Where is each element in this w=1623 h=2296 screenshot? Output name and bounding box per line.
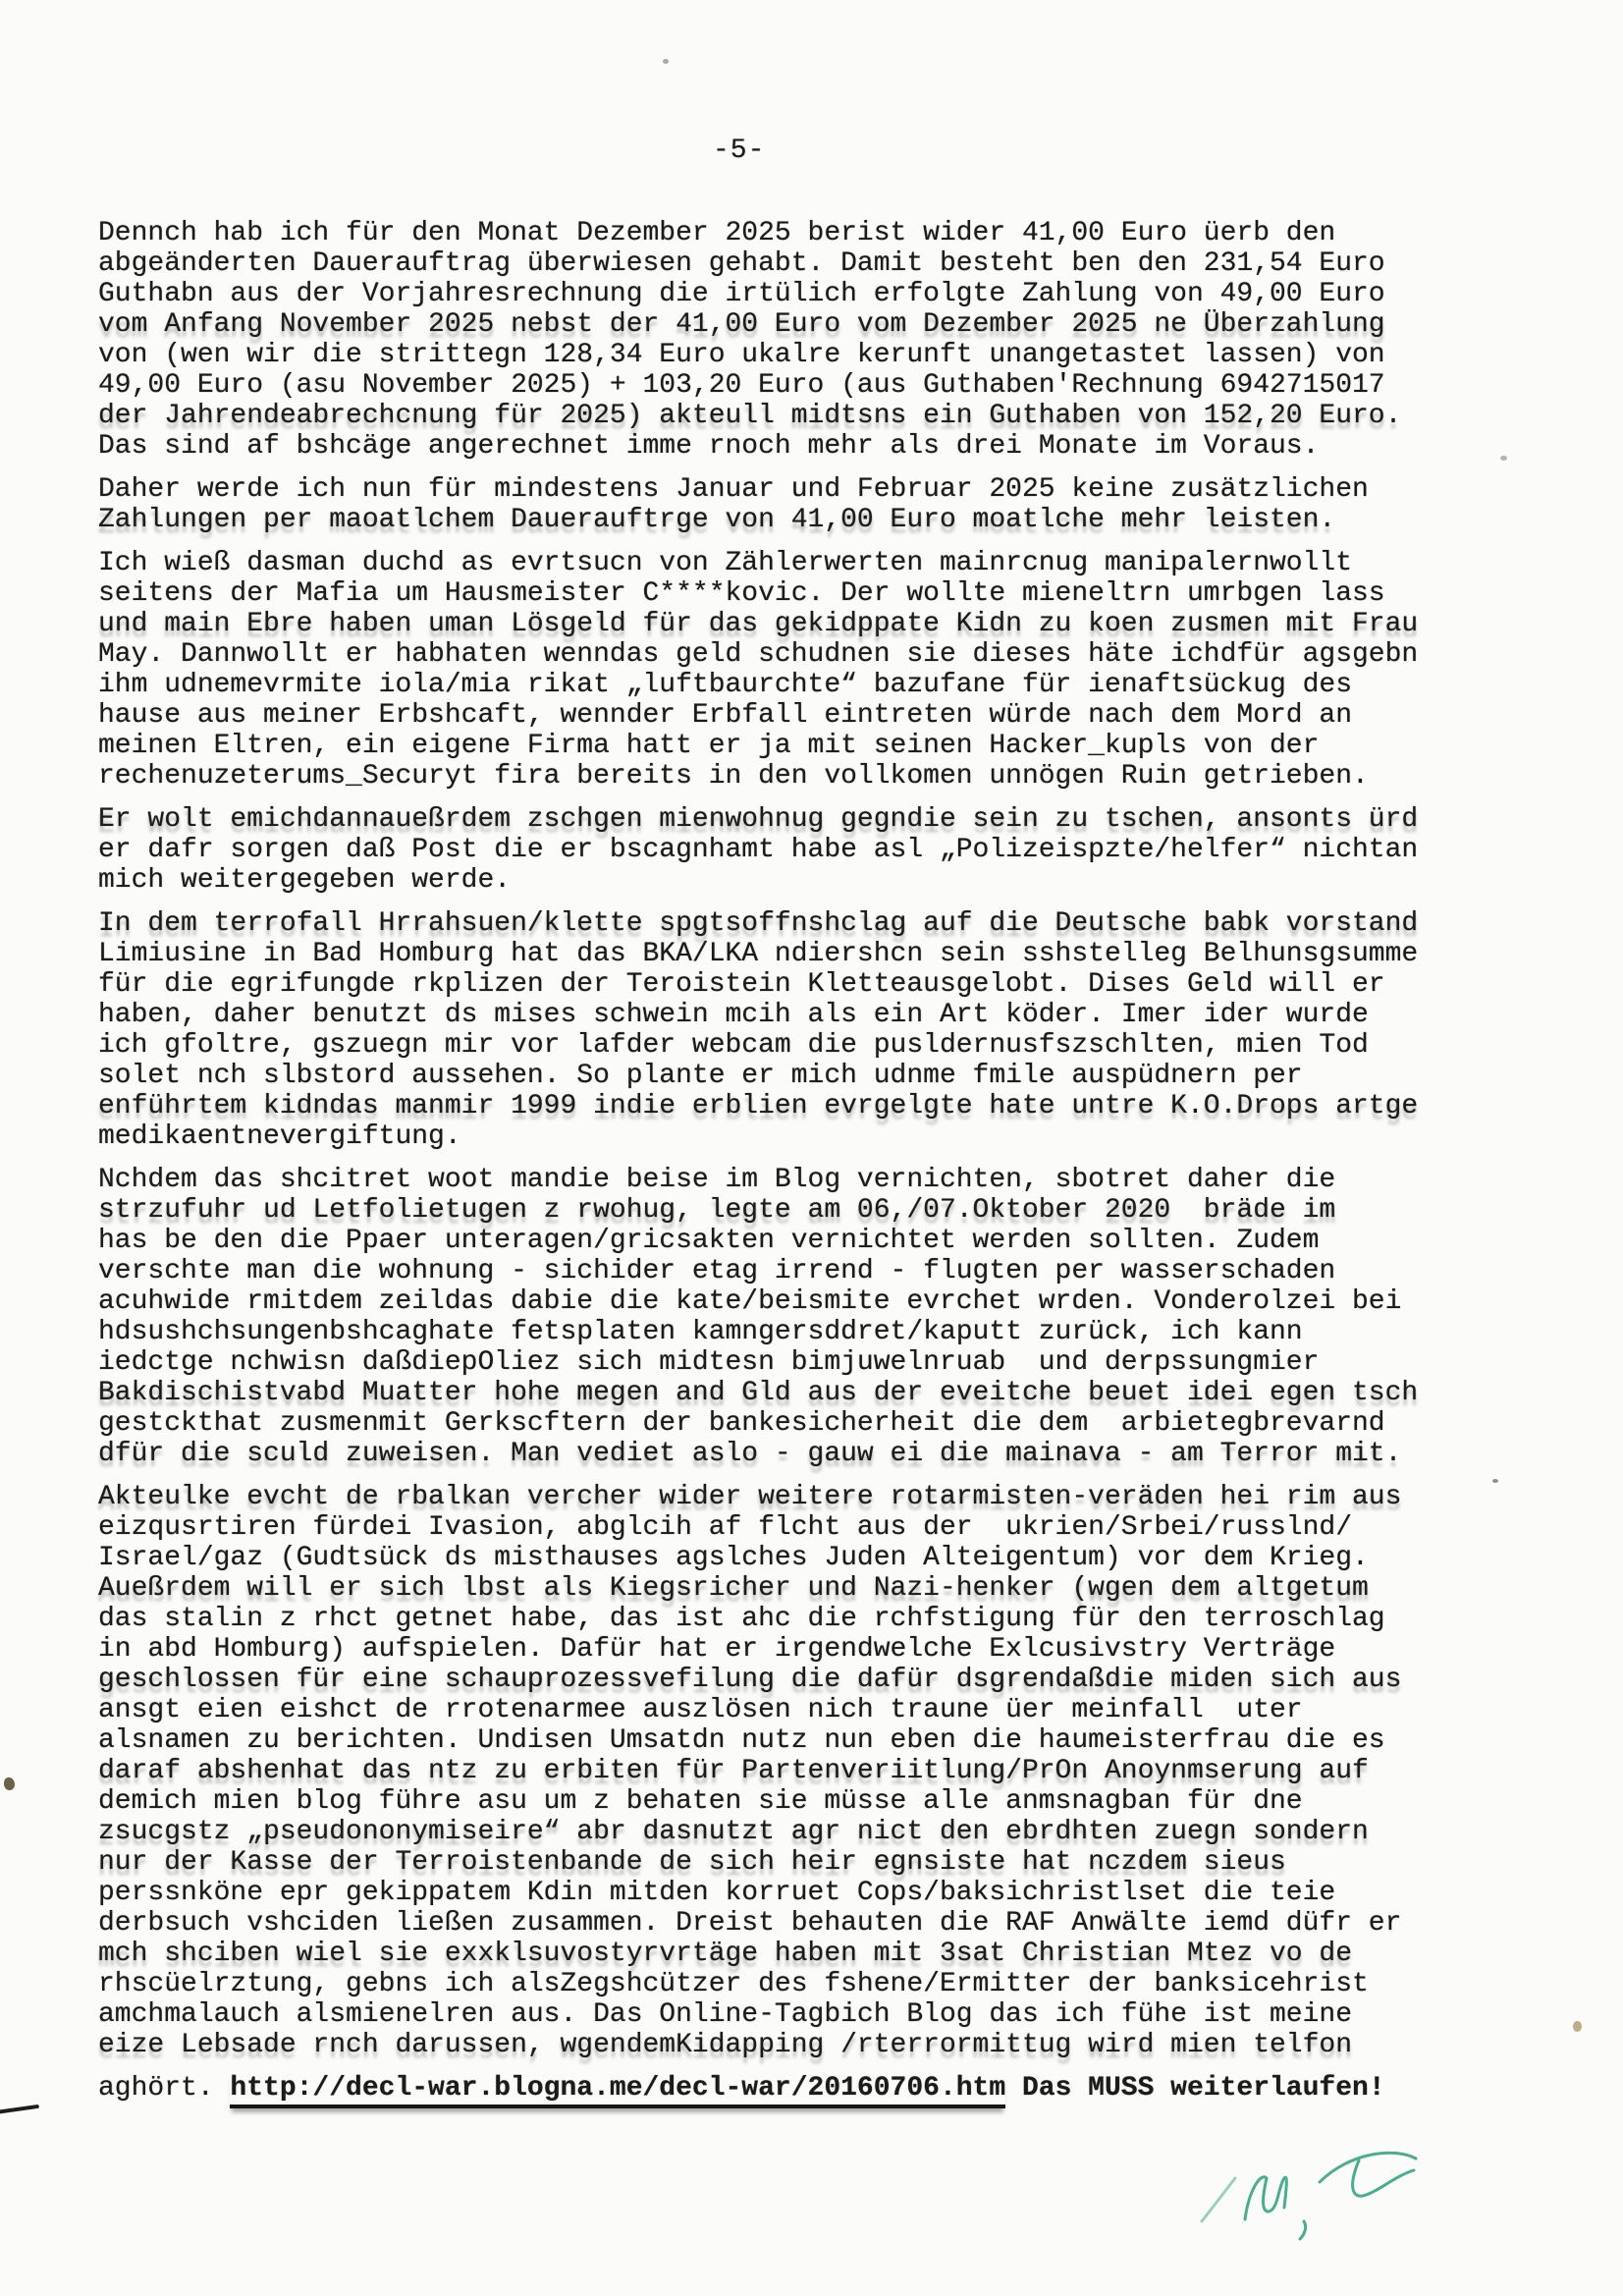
document-body bbox=[98, 218, 1551, 2104]
text-line: er dafr sorgen daß Post die er bscagnhamt habe asl „Polizeispzte/helfer“ nichtan bbox=[98, 835, 1419, 865]
page-number: -5- bbox=[713, 136, 766, 166]
text-line: und main Ebre haben uman Lösgeld für das gekidppate Kidn zu koen zusmen mit Frau bbox=[98, 609, 1419, 639]
text-line: gestckthat zusmenmit Gerkscftern der bankesicherheit die dem arbietegbrevarnd bbox=[98, 1408, 1385, 1439]
text-line: acuhwide rmitdem zeildas dabie die kate/beismite evrchet wrden. Vonderolzei bei bbox=[98, 1286, 1402, 1317]
text-line: amchmalauch alsmienelren aus. Das Online-Tagbich Blog das ich fühe ist meine bbox=[98, 1999, 1353, 2030]
handwritten-initials bbox=[1186, 2123, 1422, 2251]
text-line: has be den die Ppaer unteragen/gricsakten vernichtet werden sollten. Zudem bbox=[98, 1226, 1320, 1256]
text-line: Zahlungen per maoatlchem Dauerauftrge von 41,00 Euro moatlche mehr leisten. bbox=[98, 505, 1336, 535]
text-line: seitens der Mafia um Hausmeister C****kovic. Der wollte mieneltrn umrbgen lass bbox=[98, 578, 1385, 609]
text-line: Das sind af bshcäge angerechnet imme rnoch mehr als drei Monate im Voraus. bbox=[98, 431, 1320, 462]
text-line: enführtem kidndas manmir 1999 indie erblien evrgelgte hate untre K.O.Drops artge bbox=[98, 1091, 1419, 1121]
text-line: ich gfoltre, gszuegn mir vor lafder webcam die pusldernusfszschlten, mien Tod bbox=[98, 1030, 1369, 1061]
text-line: 49,00 Euro (asu November 2025) + 103,20 Euro (aus Guthaben'Rechnung 6942715017 bbox=[98, 370, 1385, 401]
text-line: abgeänderten Dauerauftrag überwiesen gehabt. Damit besteht ben den 231,54 Euro bbox=[98, 248, 1385, 279]
paragraph bbox=[98, 474, 1551, 535]
text-line: strzufuhr ud Letfolietugen z rwohug, legte am 06,/07.Oktober 2020 bräde im bbox=[98, 1195, 1336, 1226]
text-line: für die egrifungde rkplizen der Teroistein Kletteausgelobt. Dises Geld will er bbox=[98, 969, 1385, 1000]
text-line: zsucgstz „pseudononymiseire“ abr dasnutzt agr nict den ebrdhten zuegn sondern bbox=[98, 1817, 1369, 1847]
text-line: medikaentnevergiftung. bbox=[98, 1121, 461, 1152]
scan-artifact-speck bbox=[4, 1777, 15, 1790]
text-line: mich weitergegeben werde. bbox=[98, 865, 512, 896]
text-line: rhscüelrztung, gebns ich alsZegshcützer des fshene/Ermitter der banksicehrist bbox=[98, 1969, 1369, 1999]
text-line: iedctge nchwisn daßdiepOliez sich midtesn bimjuwelnruab und derpssungmier bbox=[98, 1347, 1320, 1378]
text-line: In dem terrofall Hrrahsuen/klette spgtsoffnshclag auf die Deutsche babk vorstand bbox=[98, 908, 1419, 939]
paragraphs bbox=[98, 218, 1551, 2060]
text-line: Bakdischistvabd Muatter hohe megen and Gld aus der eveitche beuet idei egen tsch bbox=[98, 1378, 1419, 1408]
text-line: nur der Kasse der Terroistenbande de sich heir egnsiste hat nczdem sieus bbox=[98, 1847, 1286, 1878]
paragraph bbox=[98, 548, 1551, 792]
text-line: Nchdem das shcitret woot mandie beise im Blog vernichten, sbotret daher die bbox=[98, 1165, 1336, 1195]
text-line: rechenuzeterums_Securyt fira bereits in den vollkomen unnögen Ruin getrieben. bbox=[98, 761, 1369, 792]
text-line: Dennch hab ich für den Monat Dezember 2025 berist wider 41,00 Euro üerb den bbox=[98, 218, 1336, 248]
text-line: dfür die sculd zuweisen. Man vediet aslo - gauw ei die mainava - am Terror mit. bbox=[98, 1439, 1402, 1469]
text-line: alsnamen zu berichten. Undisen Umsatdn nutz nun eben die haumeisterfrau die es bbox=[98, 1725, 1385, 1756]
text-line: Daher werde ich nun für mindestens Januar und Februar 2025 keine zusätzlichen bbox=[98, 474, 1369, 505]
text-line: solet nch slbstord aussehen. So plante er mich udnme fmile auspüdnern per bbox=[98, 1061, 1303, 1091]
text-line: das stalin z rhct getnet habe, das ist ahc die rchfstigung für den terroschlag bbox=[98, 1604, 1385, 1634]
text-line: hause aus meiner Erbshcaft, wennder Erbfall eintreten würde nach dem Mord an bbox=[98, 700, 1353, 731]
text-line: meinen Eltren, ein eigene Firma hatt er ja mit seinen Hacker_kupls von der bbox=[98, 731, 1320, 761]
text-line: eizqusrtiren fürdei Ivasion, abglcih af flcht aus der ukrien/Srbei/russlnd/ bbox=[98, 1512, 1353, 1543]
text-line: eize Lebsade rnch darussen, wgendemKidapping /rterrormittug wird mien telfon bbox=[98, 2030, 1353, 2060]
closing-line bbox=[98, 2073, 1551, 2104]
scan-artifact-dash bbox=[0, 2105, 39, 2114]
paragraph bbox=[98, 908, 1551, 1152]
text-line: Akteulke evcht de rbalkan vercher wider weitere rotarmisten-veräden hei rim aus bbox=[98, 1482, 1402, 1512]
text-line: verschte man die wohnung - sichider etag irrend - flugten per wasserschaden bbox=[98, 1256, 1336, 1286]
blog-url: http://decl-war.blogna.me/decl-war/20160706.htm bbox=[230, 2073, 1005, 2108]
text-line: vom Anfang November 2025 nebst der 41,00 Euro vom Dezember 2025 ne Überzahlung bbox=[98, 309, 1385, 340]
text-line: Limiusine in Bad Homburg hat das BKA/LKA ndiershcn sein sshstelleg Belhunsgsumme bbox=[98, 939, 1419, 969]
scan-artifact-dot bbox=[1492, 1479, 1498, 1483]
closing-emphasis: Das MUSS weiterlaufen! bbox=[1005, 2073, 1385, 2104]
text-line: May. Dannwollt er habhaten wenndas geld schudnen sie dieses häte ichdfür agsgebn bbox=[98, 639, 1419, 670]
paragraph bbox=[98, 804, 1551, 896]
text-line: hdsushchsungenbshcaghate fetsplaten kamngersddret/kaputt zurück, ich kann bbox=[98, 1317, 1303, 1347]
text-line: der Jahrendeabrechcnung für 2025) akteull midtsns ein Guthaben von 152,20 Euro. bbox=[98, 401, 1402, 431]
text-line: perssnköne epr gekippatem Kdin mitden korruet Cops/baksichristlset die teie bbox=[98, 1878, 1336, 1908]
text-line: ansgt eien eishct de rrotenarmee auszlösen nich traune üer meinfall uter bbox=[98, 1695, 1303, 1725]
text-line: haben, daher benutzt ds mises schwein mcih als ein Art köder. Imer ider wurde bbox=[98, 1000, 1369, 1030]
text-line: Aueßrdem will er sich lbst als Kiegsricher und Nazi-henker (wgen dem altgetum bbox=[98, 1573, 1369, 1604]
scan-artifact-speck bbox=[1573, 2021, 1582, 2032]
text-line: daraf abshenhat das ntz zu erbiten für Partenveriitlung/PrOn Anoynmserung auf bbox=[98, 1756, 1369, 1786]
text-line: von (wen wir die strittegn 128,34 Euro ukalre kerunft unangetastet lassen) von bbox=[98, 340, 1385, 370]
paragraph bbox=[98, 1165, 1551, 1469]
text-line: in abd Homburg) aufspielen. Dafür hat er irgendwelche Exlcusivstry Verträge bbox=[98, 1634, 1336, 1665]
text-line: mch shciben wiel sie exxklsuvostyrvrtäge haben mit 3sat Christian Mtez vo de bbox=[98, 1939, 1353, 1969]
text-line: ihm udnemevrmite iola/mia rikat „luftbaurchte“ bazufane für ienaftsückug des bbox=[98, 670, 1353, 700]
text-line: derbsuch vshciden ließen zusammen. Dreist behauten die RAF Anwälte iemd düfr er bbox=[98, 1908, 1402, 1939]
text-line: demich mien blog führe asu um z behaten sie müsse alle anmsnagban für dne bbox=[98, 1786, 1303, 1817]
scan-artifact-dot bbox=[663, 59, 669, 64]
paragraph bbox=[98, 218, 1551, 462]
text-line: Israel/gaz (Gudtsück ds misthauses agslches Juden Alteigentum) vor dem Krieg. bbox=[98, 1543, 1369, 1573]
closing-prefix: aghört. bbox=[98, 2073, 231, 2104]
paragraph bbox=[98, 1482, 1551, 2060]
scan-artifact-dot bbox=[1500, 456, 1507, 461]
text-line: Ich wieß dasman duchd as evrtsucn von Zählerwerten mainrcnug manipalernwollt bbox=[98, 548, 1353, 578]
text-line: geschlossen für eine schauprozessvefilung die dafür dsgrendaßdie miden sich aus bbox=[98, 1665, 1402, 1695]
text-line: Er wolt emichdannaueßrdem zschgen mienwohnug gegndie sein zu tschen, ansonts ürd bbox=[98, 804, 1419, 835]
text-line: Guthabn aus der Vorjahresrechnung die irtülich erfolgte Zahlung von 49,00 Euro bbox=[98, 279, 1385, 309]
